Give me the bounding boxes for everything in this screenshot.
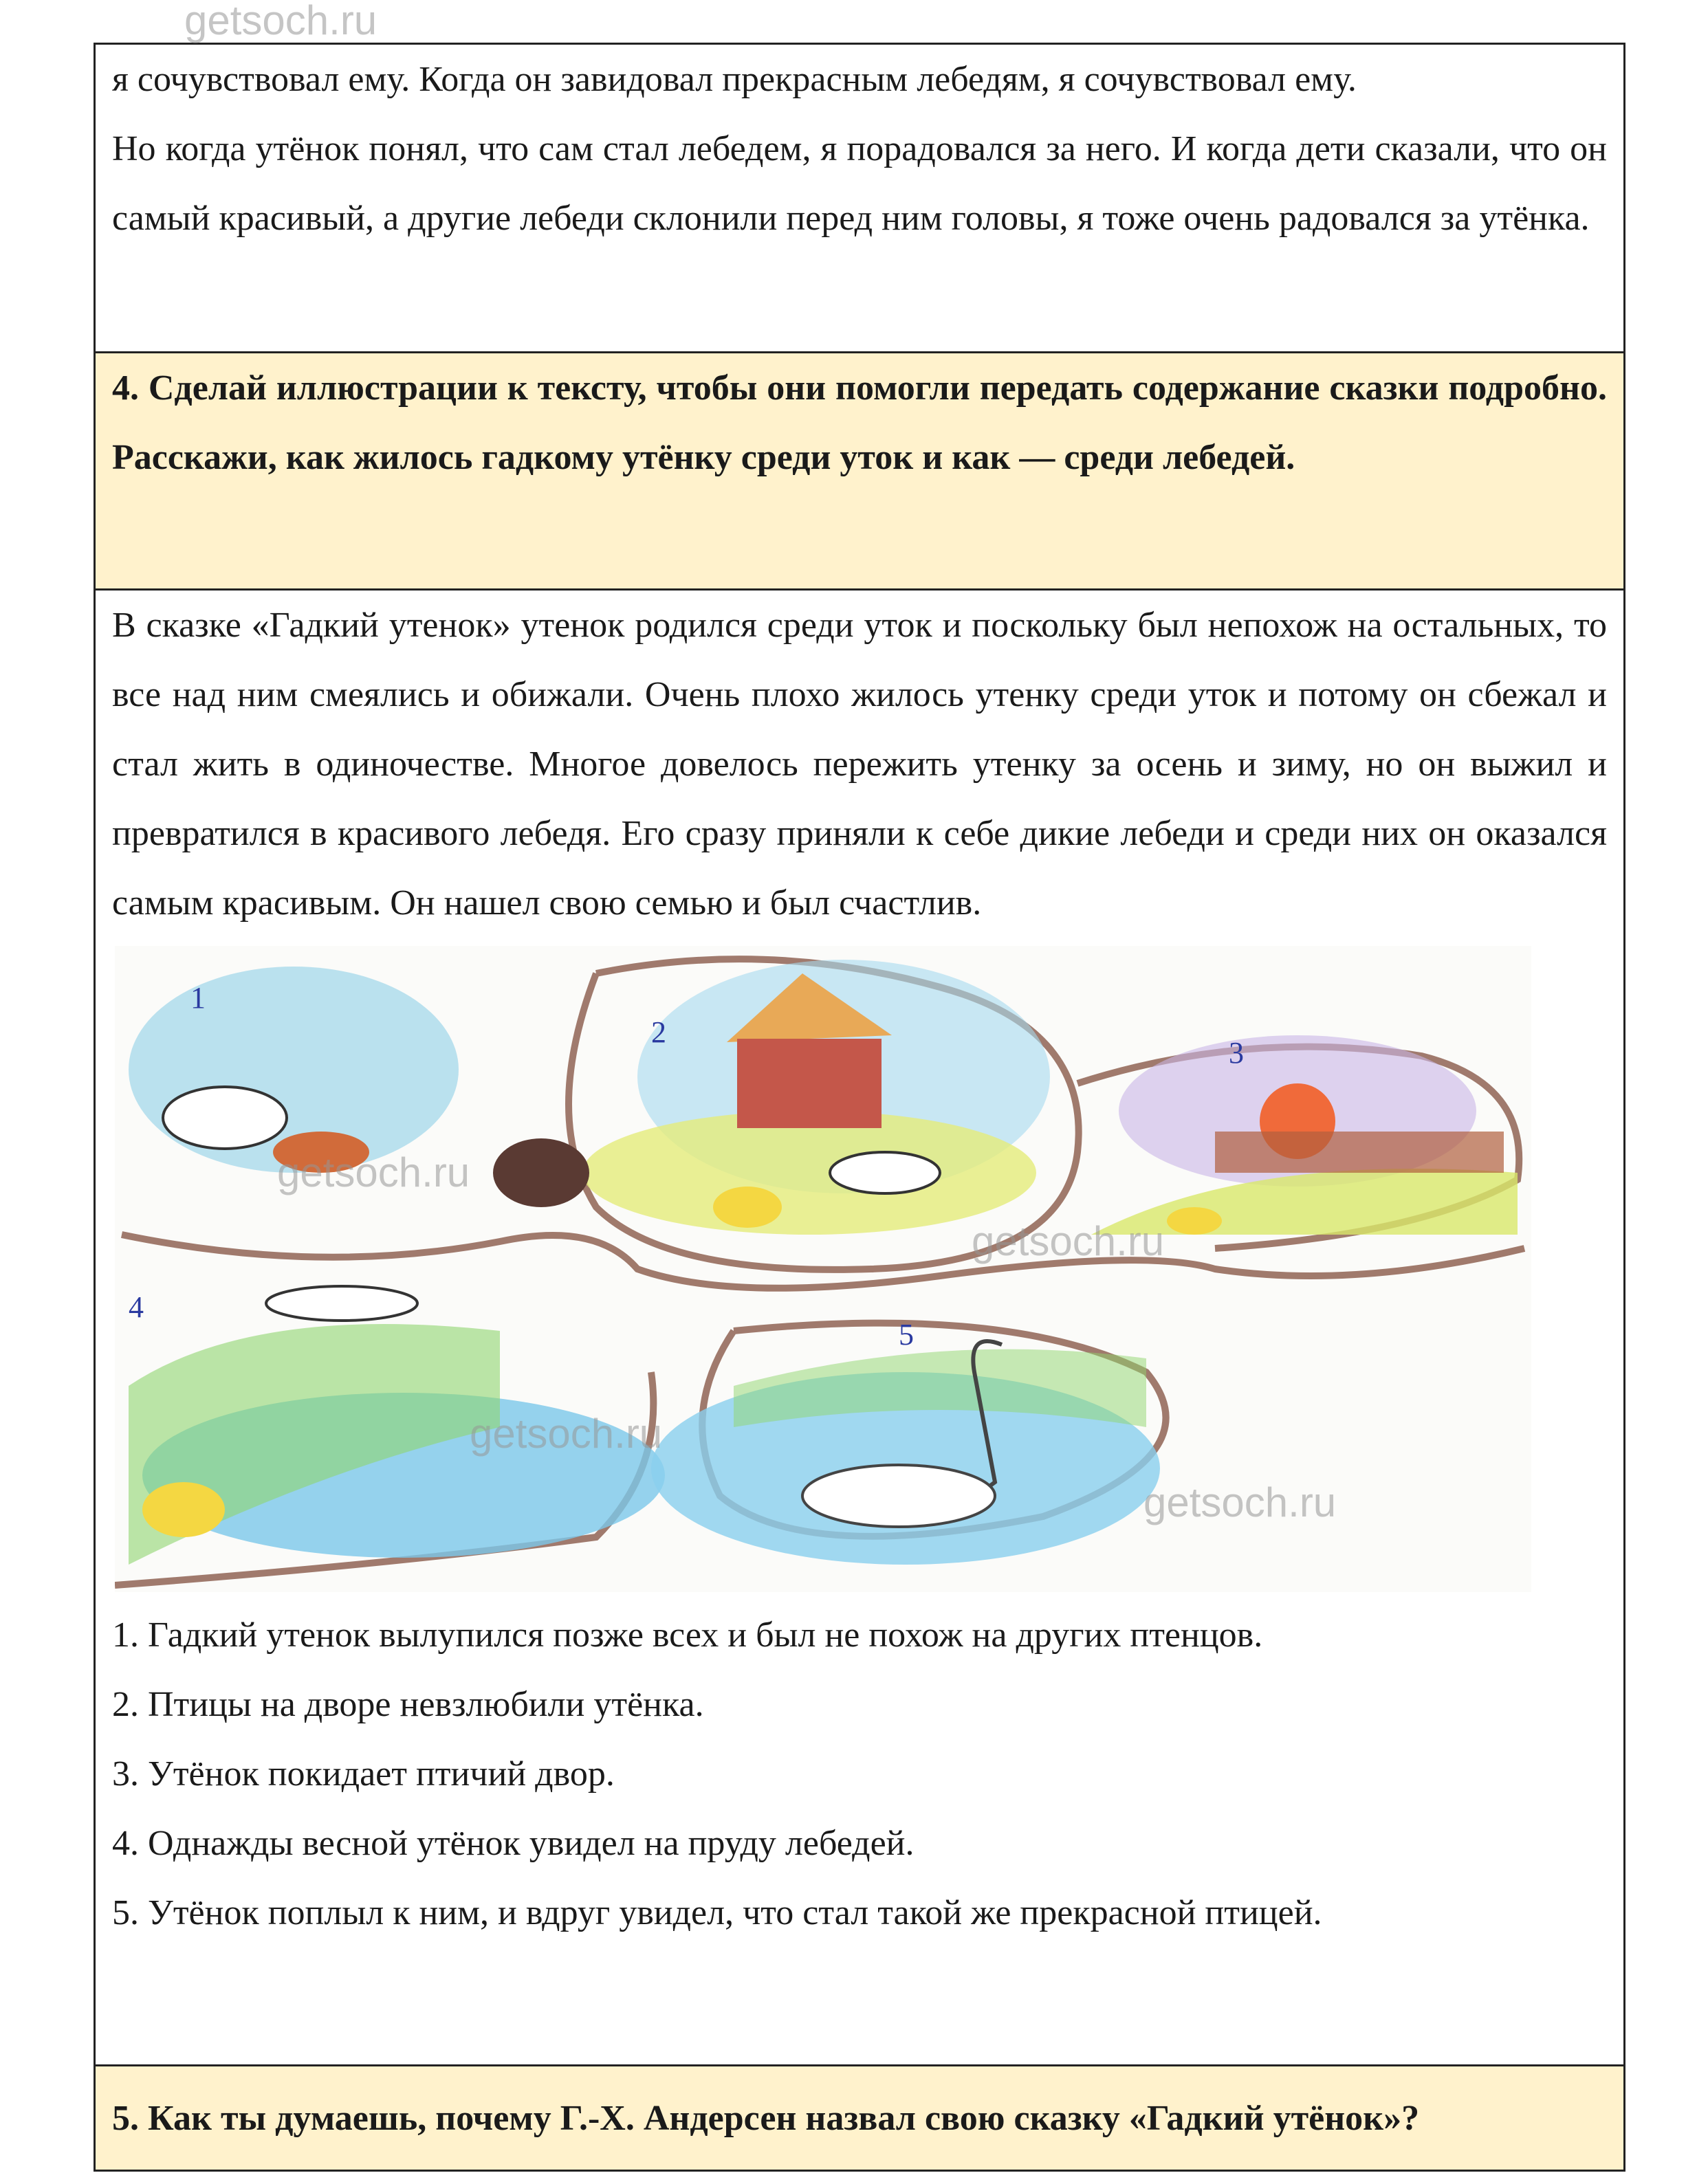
watermark: getsoch.ru	[470, 1411, 663, 1457]
caption-5: 5. Утёнок поплыл к ним, и вдруг увидел, что стал такой же прекрасной птицей.	[112, 1893, 1322, 1932]
question-4-text: 4. Сделай иллюстрации к тексту, чтобы они помогли передать содержание сказки подробно. Расскажи, как жилось гадкому утёнку среди уток и как — среди лебедей.	[112, 368, 1607, 477]
question-5-cell	[96, 2066, 1623, 2170]
worksheet-table	[94, 43, 1625, 2172]
watermark: getsoch.ru	[184, 0, 377, 43]
illustration-number-4: 4	[129, 1290, 144, 1324]
illustration-number-3: 3	[1229, 1036, 1244, 1070]
answer-4-cell	[96, 591, 1623, 2066]
illustration-number-2: 2	[651, 1015, 666, 1049]
illustration-number-1: 1	[190, 981, 206, 1015]
question-4-cell	[96, 353, 1623, 591]
answer-3-paragraph-1: я сочувствовал ему. Когда он завидовал прекрасным лебедям, я сочувствовал ему.	[112, 60, 1357, 99]
watermark: getsoch.ru	[1143, 1479, 1337, 1525]
watermark: getsoch.ru	[972, 1218, 1165, 1264]
watermark: getsoch.ru	[277, 1149, 470, 1195]
illustration-number-5: 5	[899, 1318, 914, 1352]
caption-3: 3. Утёнок покидает птичий двор.	[112, 1754, 615, 1794]
caption-4: 4. Однажды весной утёнок увидел на пруду лебедей.	[112, 1824, 915, 1863]
illustration-wrapper	[112, 946, 1607, 1592]
answer-3-cell	[96, 45, 1623, 353]
answer-4-text: В сказке «Гадкий утенок» утенок родился среди уток и поскольку был непохож на остальных, то все над ним смеялись и обижали. Очень плохо жилось утенку среди уток и потому он сбежал и стал жить в одиночестве. Многое довелось пережить утенку за осень и зиму, но он выжил и превратился в красивого лебедя. Его сразу приняли к себе дикие лебеди и среди них он оказался самым красивым. Он нашел свою семью и был счастлив.	[112, 606, 1607, 923]
story-illustration	[115, 946, 1531, 1592]
caption-2: 2. Птицы на дворе невзлюбили утёнка.	[112, 1685, 704, 1724]
answer-3-paragraph-2: Но когда утёнок понял, что сам стал лебедем, я порадовался за него. И когда дети сказали, что он самый красивый, а другие лебеди склонили перед ним головы, я тоже очень радовался за утёнка.	[112, 129, 1607, 238]
question-5-text: 5. Как ты думаешь, почему Г.-Х. Андерсен назвал свою сказку «Гадкий утёнок»?	[112, 2098, 1420, 2138]
caption-1: 1. Гадкий утенок вылупился позже всех и был не похож на других птенцов.	[112, 1615, 1263, 1655]
